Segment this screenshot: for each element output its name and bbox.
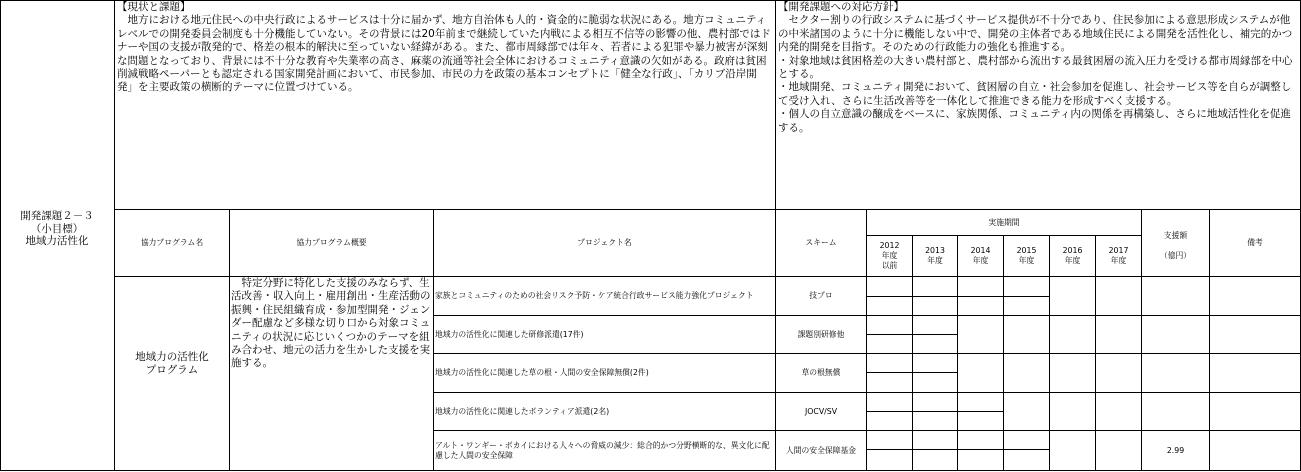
project-row-1-name: 家族とコミュニティのための社会リスク予防・ケア統合行政サービス能力強化プロジェクト [435,291,754,300]
header-amount [1142,226,1209,266]
border-left [0,0,1,471]
policy-heading: 【開発課題への対応方針】 [778,1,904,13]
header-period: 実施期間 [988,217,1020,227]
issue-label-line2: （小目標） [30,222,84,235]
project-row-5-scheme: 人間の安全保障基金 [785,445,857,455]
year-2012-line2: 年度 [881,251,898,260]
header-program-name: 協力プログラム名 [140,238,204,247]
border-bottom [0,470,1301,471]
policy-body: セクター割りの行政システムに基づくサービス提供が不十分であり、住民参加による意思形成システムが他の中米諸国のように十分に機能しない中で、開発の主体者である地域住民による開発を活性化し、補完的かつ内発的開発を目指す。そのための行政能力の強化も推進する。 ・対象地域は貧困格差の大きい農村部と、農村部から流出する最貧困層の流入圧力を受ける都市周縁部を中心とする。 ・地域開発、コミュニティ開発において、貧困層の自立・社会参加を促進し、社会サービス等を自らが調整して受け入れ、さらに生活改善等を一体化して推進できる能力を形成すべく支援する。 ・個人の自立意識の醸成をベースに、家族関係、コミュニティ内の関係を再構築し、さらに地域活性化を促進する。 [778,14,1293,134]
program-name-line2: プログラム [145,364,199,376]
project-row-5-amount: 2.99 [1166,445,1185,455]
header-year-2017 [1096,246,1141,266]
period-bar-row-5 [867,449,1049,450]
project-row-2-scheme: 課題別研修他 [797,329,845,339]
year-2016-line1: 2016 [1062,246,1083,255]
year-2015-line2: 年度 [1018,256,1035,265]
project-row-1-amount [1142,277,1209,315]
year-2012-line1: 2012 [879,241,900,250]
period-bar-row-1 [867,296,1049,297]
header-amount-label: 支援額 [1163,231,1188,240]
project-row-2-name: 地域力の活性化に関連した研修派遣(17件) [435,329,584,339]
issue-label-line1: 開発課題２－３ [20,210,94,222]
header-project-name: プロジェクト名 [577,238,632,247]
header-program-summary: 協力プログラム概要 [296,238,367,247]
year-2013-line1: 2013 [925,246,945,255]
header-year-2012 [867,241,912,271]
year-2014-line1: 2014 [970,246,991,255]
program-summary: 特定分野に特化した支援のみならず、生活改善・収入向上・雇用創出・生産活動の振興・住民組織育成・参加型開発・ジェンダー配慮など多様な切り口から対象コミュニティの状況に応じいくつかのテーマを組み合わせ、地元の活力を生かした支援を実施する。 [231,277,431,370]
year-2016-line2: 年度 [1064,256,1081,265]
project-row-4-amount [1142,393,1209,430]
issue-label-line3: 地域力活性化 [25,235,89,247]
project-row-3-amount [1142,354,1209,392]
period-bar-row-4 [867,411,1003,412]
status-body: 地方における地元住民への中央行政によるサービスは十分に届かず、地方自治体も人的・資金的に脆弱な状況にある。地方コミュニティレベルでの開発委員会制度も十分機能していない。その背景には20年前まで継続していた内戦による相互不信等の影響の他、農村部ではドナーや国の支援が散発的で、格差の根本的解決に至っていない経緯がある。また、都市周縁部では年々、若者による犯罪や暴力被害が深刻な問題となっており、背景には不十分な教育や失業率の高さ、麻薬の流通等社会全体におけるコミュニティ意識の欠如がある。政府は貧困削減戦略ペーパーとも認定される国家開発計画において、市民参加、市民の力を政策の基本コンセプトに「健全な行政」、「カリブ沿岸開発」を主要政策の横断的テーマに位置づけている。 [117,14,771,94]
header-remarks: 備考 [1247,238,1263,247]
project-row-5-name: アルト・ワンギー・ボカイにおける人々への脅威の減少：総合的かつ分野横断的な、異文化に配慮した人間の安全保障 [435,440,770,460]
divider-status-policy [775,0,776,210]
program-name [115,351,229,377]
year-2014-line2: 年度 [972,256,989,265]
project-row-3-name: 地域力の活性化に関連した草の根・人間の安全保障無償(2件) [435,368,649,377]
period-bar-row-3 [867,372,957,373]
year-2017-line1: 2017 [1108,246,1129,255]
header-scheme: スキーム [805,238,837,247]
header-year-2016 [1050,246,1095,266]
year-2013-line2: 年度 [927,256,943,265]
program-name-line1: 地域力の活性化 [135,351,209,363]
project-row-4-scheme: JOCV/SV [804,406,838,416]
header-year-2013 [913,246,957,266]
year-2017-line2: 年度 [1110,256,1127,265]
year-2012-line3: 以前 [881,261,898,270]
header-year-2015 [1004,246,1049,266]
project-row-2-amount [1142,316,1209,353]
project-row-4-name: 地域力の活性化に関連したボランティア派遣(2名) [435,406,610,416]
issue-label [2,210,112,248]
project-row-1-scheme: 技プロ [809,291,833,300]
header-year-2014 [958,246,1003,266]
row-line-period [866,235,1141,236]
project-row-3-scheme: 草の根無償 [801,368,841,377]
status-section [117,1,772,95]
policy-section [778,1,1297,135]
status-heading: 【現状と課題】 [117,1,191,13]
year-2015-line1: 2015 [1016,246,1037,255]
header-amount-unit: （億円） [1159,251,1192,260]
period-bar-row-2 [867,334,957,335]
